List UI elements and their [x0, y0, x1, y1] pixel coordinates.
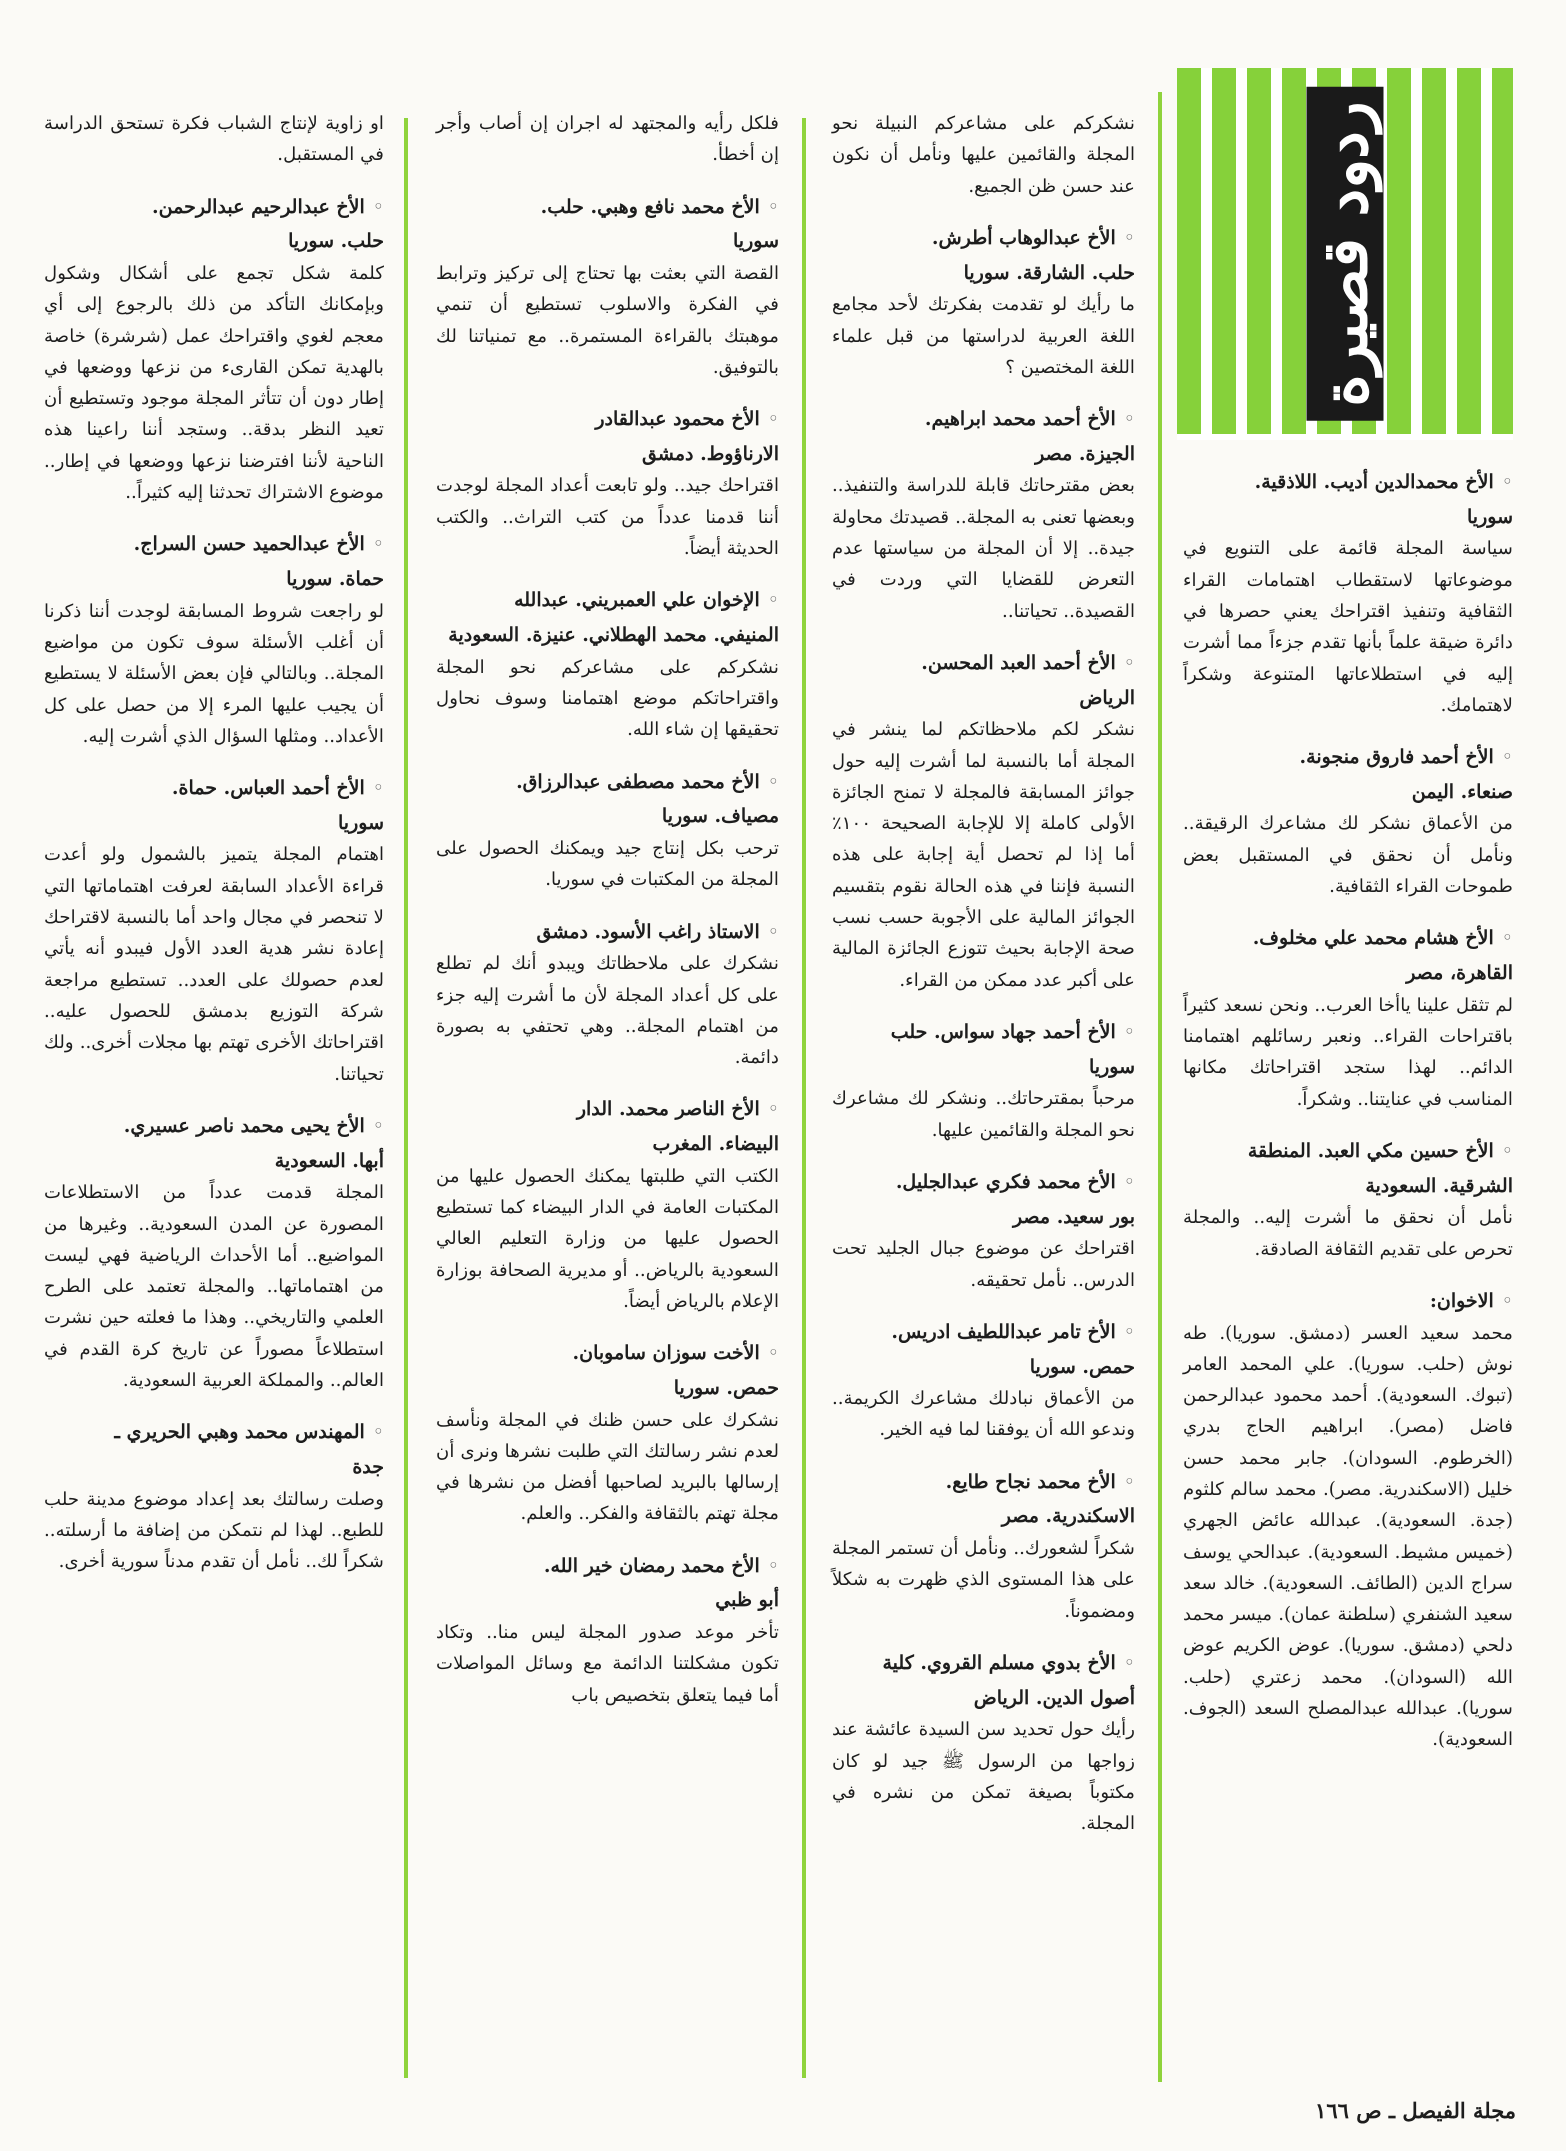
reply-entry	[832, 1466, 1135, 1627]
reply-entry	[832, 1316, 1135, 1446]
bullet-icon: ◦	[1501, 1289, 1513, 1312]
reader-name-text: الأخ محمد رمضان خير الله.	[543, 1554, 760, 1577]
reply-text: نشكرك على حسن ظنك في المجلة ونأسف لعدم نشر رسالتك التي طلبت نشرها ونرى أن إرسالها بالبريد لصاحبها أفضل من نشرها في مجلة تهتم بالثقافة والفكر.. والعلم.	[436, 1409, 779, 1525]
bullet-icon: ◦	[1123, 408, 1135, 431]
reply-entry	[832, 108, 1135, 202]
reader-location: حمص. سوريا	[1029, 1355, 1135, 1378]
reader-name-text: الأخ حسين مكي العبد. المنطقة	[1247, 1139, 1494, 1162]
reader-name-text: الأخ عبدالرحيم عبدالرحمن.	[152, 195, 365, 218]
reply-entry	[832, 647, 1135, 996]
reply-entry	[1183, 741, 1513, 902]
reader-location: حماة. سوريا	[286, 567, 384, 590]
reply-text: سياسة المجلة قائمة على التنويع في موضوعاتها لاستقطاب اهتمامات القراء الثقافية وتنفيذ اقتراحك يعني حصرها في دائرة ضيقة علماً بأنها تقدم جزءاً مما أشرت إليه في استطلاعاتها المتنوعة وشكراً لاهتمامك.	[1183, 538, 1513, 716]
reader-name	[832, 1016, 1135, 1049]
bullet-icon: ◦	[1123, 1470, 1135, 1493]
reply-text: بعض مقترحاتك قابلة للدراسة والتنفيذ.. وبعضها تعنى به المجلة.. قصيدتك محاولة جيدة.. إلا أن المجلة من سياستها عدم التعرض للقضايا التي وردت في القصيدة.. تحياتنا..	[832, 475, 1135, 622]
reply-text: لم تثقل علينا ياأخا العرب.. ونحن نسعد كثيراً باقتراحات القراء.. ونعبر رسائلهم اهتمامنا الدائم.. لهذا ستجد اقتراحاتك مكانها المناسب في عنايتنا.. وشكراً.	[1183, 994, 1513, 1110]
bullet-icon: ◦	[767, 589, 779, 612]
reader-location: مصياف. سوريا	[661, 805, 779, 828]
reader-location: الاسكندرية. مصر	[1001, 1505, 1135, 1528]
reply-entry	[436, 584, 779, 745]
reply-text: محمد سعيد العسر (دمشق. سوريا). طه نوش (حلب. سوريا). علي المحمد العامر (تبوك. السعودية). أحمد محمود عبدالرحمن فاضل (مصر). ابراهيم الحاج بدري (الخرطوم. السودان). جابر محمد حسن خليل (الاسكندرية. مصر). محمد سالم كلثوم (جدة. السعودية). عبدالله عائض الجهري (خميس مشيط. السعودية). عبدالحي يوسف سراج الدين (الطائف. السعودية). خالد سعد سعيد الشنفري (سلطنة عمان). ميسر محمد دلحي (دمشق. سوريا). عوض الكريم عوض الله (السودان). محمد زعتري (حلب. سوريا). عبدالله عبدالمصلح السعد (الجوف. السعودية).	[1183, 1322, 1513, 1751]
reader-name	[436, 1550, 779, 1583]
reader-name	[44, 191, 384, 224]
reader-location: صنعاء. اليمن	[1411, 780, 1513, 803]
reply-text: اهتمام المجلة يتميز بالشمول ولو أعدت قراءة الأعداد السابقة لعرفت اهتماماتها التي لا تنحصر في مجال واحد أما بالنسبة لاقتراحك إعادة نشر هدية العدد الأول فيبدو أنه يأتي لعدم حصولك على العدد.. تستطيع مراجعة شركة التوزيع بدمشق للحصول عليه.. اقتراحاتك الأخرى تهتم بها مجلات أخرى.. ولك تحياتنا.	[44, 844, 384, 1085]
reader-name-text: الأخت سوزان ساموبان.	[572, 1342, 760, 1365]
reader-location: أبها. السعودية	[274, 1149, 384, 1172]
reader-name-text: الأخ أحمد العبد المحسن.	[921, 651, 1116, 674]
reader-name-text: الأخ أحمد محمد ابراهيم.	[924, 408, 1116, 431]
reply-text: نأمل أن نحقق ما أشرت إليه.. والمجلة تحرص على تقديم الثقافة الصادقة.	[1183, 1207, 1513, 1260]
reply-entry	[44, 108, 384, 171]
column-divider	[404, 118, 408, 2078]
reader-name	[832, 1466, 1135, 1499]
reply-text: نشكر لكم ملاحظاتكم لما ينشر في المجلة أما بالنسبة لما أشرت إليه حول جوائز المسابقة فالمجلة لا تمنح الجائزة الأولى كاملة إلا للإجابة الصحيحة ١٠٠٪ أما إذا لم تحصل أية إجابة على هذه النسبة فإننا في هذه الحالة نقوم بتقسيم الجوائز المالية على الأجوبة حسب نسب صحة الإجابة بحيث تتوزع الجائزة المالية على أكبر عدد ممكن من القراء.	[832, 719, 1135, 991]
reader-name	[832, 1166, 1135, 1199]
reader-name	[832, 222, 1135, 255]
reply-text: من الأعماق نشكر لك مشاعرك الرقيقة.. ونأمل أن نحقق في المستقبل بعض طموحات القراء الثقافية.	[1183, 813, 1513, 898]
reader-name	[436, 403, 779, 436]
reader-name-text: الأخ تامر عبداللطيف ادريس.	[891, 1320, 1116, 1343]
reader-location: القاهرة، مصر	[1406, 962, 1513, 985]
bullet-icon: ◦	[767, 1554, 779, 1577]
bullet-icon: ◦	[372, 1421, 384, 1444]
reader-name-text: الأخ أحمد العباس. حماة.	[171, 777, 365, 800]
reply-entry	[44, 191, 384, 509]
reader-name-text: الأخ عبدالوهاب أطرش.	[931, 226, 1116, 249]
reader-location: الارناؤوط. دمشق	[642, 442, 779, 465]
reader-name	[1183, 741, 1513, 774]
bullet-icon: ◦	[1123, 1320, 1135, 1343]
reply-entry	[1183, 466, 1513, 721]
reply-entry	[832, 1166, 1135, 1296]
reader-name	[44, 1110, 384, 1143]
reader-location: حمص. سوريا	[673, 1376, 779, 1399]
reply-text: اقتراحك جيد.. ولو تابعت أعداد المجلة لوجدت أننا قدمنا عدداً من كتب التراث.. والكتب الحديثة أيضاً.	[436, 475, 779, 560]
reply-text: مرحباً بمقترحاتك.. ونشكر لك مشاعرك نحو المجلة والقائمين عليها.	[832, 1088, 1135, 1141]
reader-location: سوريا	[338, 811, 384, 834]
bullet-icon: ◦	[767, 770, 779, 793]
reader-name-text: الأخ يحيى محمد ناصر عسيري.	[123, 1114, 365, 1137]
reply-text: نشكركم على مشاعركم نحو المجلة واقتراحاتكم موضع اهتمامنا وسوف نحاول تحقيقها إن شاء الله.	[436, 656, 779, 741]
reader-name	[832, 1647, 1135, 1680]
bullet-icon: ◦	[1123, 1170, 1135, 1193]
column-3	[436, 108, 779, 1731]
reply-entry	[832, 1647, 1135, 1840]
reader-name	[436, 766, 779, 799]
reply-text: وصلت رسالتك بعد إعداد موضوع مدينة حلب للطبع.. لهذا لم نتمكن من إضافة ما أرسلته.. شكراً لك.. نأمل أن تقدم مدناً سورية أخرى.	[44, 1488, 384, 1573]
reply-entry	[436, 108, 779, 171]
reply-text: نشكركم على مشاعركم النبيلة نحو المجلة والقائمين عليها ونأمل أن نكون عند حسن ظن الجميع.	[832, 113, 1135, 197]
reply-text: فلكل رأيه والمجتهد له اجران إن أصاب وأجر إن أخطأ.	[436, 113, 779, 166]
reader-location: الجيزة. مصر	[1035, 442, 1135, 465]
bullet-icon: ◦	[1501, 746, 1513, 769]
reader-name	[1183, 466, 1513, 499]
section-header-banner	[1177, 68, 1513, 440]
bullet-icon: ◦	[1501, 471, 1513, 493]
bullet-icon: ◦	[767, 408, 779, 431]
reader-name-text: الإخوان علي العمبريني. عبدالله	[514, 589, 760, 612]
bullet-icon: ◦	[372, 533, 384, 556]
reader-location: جدة	[352, 1455, 384, 1478]
bullet-icon: ◦	[1123, 226, 1135, 249]
bullet-icon: ◦	[372, 195, 384, 218]
reply-entry	[44, 1110, 384, 1396]
reader-name	[436, 916, 779, 949]
reply-entry	[436, 1337, 779, 1530]
bullet-icon: ◦	[1123, 651, 1135, 674]
reader-name-text: الأخ محمد فكري عبدالجليل.	[895, 1170, 1116, 1193]
reply-text: لو راجعت شروط المسابقة لوجدت أننا ذكرنا أن أغلب الأسئلة سوف تكون من مواضيع المجلة.. وبالتالي فإن بعض الأسئلة لا يستطيع أن يجيب عليها المرء إلا من حصل على كل الأعداد.. ومثلها السؤال الذي أشرت إليه.	[44, 600, 384, 747]
reply-entry	[832, 1016, 1135, 1146]
reply-entry	[44, 1416, 384, 1577]
reader-name-text: الاستاذ راغب الأسود. دمشق	[536, 920, 760, 943]
reader-name-text: الأخ الناصر محمد. الدار	[576, 1098, 760, 1121]
reader-name-text: الأخ محمد نجاح طايع.	[945, 1470, 1116, 1493]
section-title: ردود قصيرة	[1307, 87, 1384, 421]
reader-name-text: الأخ أحمد جهاد سواس. حلب	[890, 1020, 1116, 1043]
reader-name	[832, 403, 1135, 436]
bullet-icon: ◦	[372, 777, 384, 800]
reply-entry	[44, 528, 384, 752]
reader-location: حلب. الشارقة. سوريا	[963, 261, 1135, 284]
reader-location: حلب. سوريا	[288, 230, 384, 253]
column-1	[1183, 466, 1513, 1776]
reply-text: المجلة قدمت عدداً من الاستطلاعات المصورة عن المدن السعودية.. وغيرها من المواضيع.. أما الأحداث الرياضية فهي ليست من اهتماماتها.. والمجلة تعتمد على الطرح العلمي والتاريخي.. وهذا ما فعلته حين نشرت استطلاعاً مصوراً عن تاريخ كرة القدم في العالم.. والمملكة العربية السعودية.	[44, 1182, 384, 1391]
reader-name	[436, 191, 779, 224]
reader-name-text: الأخ محمد مصطفى عبدالرزاق.	[516, 770, 760, 793]
reader-location: الشرقية. السعودية	[1365, 1174, 1513, 1197]
column-4	[44, 108, 384, 1598]
reader-location: سوريا	[1089, 1055, 1135, 1078]
reader-location: البيضاء. المغرب	[652, 1133, 779, 1156]
column-divider	[1158, 92, 1162, 2082]
reply-entry	[44, 772, 384, 1090]
reader-name	[44, 528, 384, 561]
bullet-icon: ◦	[767, 920, 779, 943]
page-footer: مجلة الفيصل ـ ص ١٦٦	[1315, 2098, 1516, 2123]
banner-base	[1177, 434, 1513, 440]
reply-entry	[436, 403, 779, 564]
reader-name	[436, 584, 779, 617]
reply-entry	[436, 916, 779, 1074]
reader-location: أبو ظبي	[715, 1589, 779, 1612]
reply-text: نشكرك على ملاحظاتك ويبدو أنك لم تطلع على كل أعداد المجلة لأن ما أشرت إليه جزء من اهتمام المجلة.. وهي تحتفي به بصورة دائمة.	[436, 953, 779, 1069]
reply-entry	[1183, 922, 1513, 1115]
bullet-icon: ◦	[1501, 1139, 1513, 1162]
reply-entry	[436, 191, 779, 384]
bullet-icon: ◦	[767, 1098, 779, 1121]
reply-entry	[1183, 1285, 1513, 1756]
reply-text: من الأعماق نبادلك مشاعرك الكريمة.. وندعو الله أن يوفقنا لما فيه الخير.	[832, 1388, 1135, 1441]
reader-name-text: الأخ بدوي مسلم القروي. كلية	[882, 1652, 1116, 1675]
reader-name-text: الأخ أحمد فاروق منجونة.	[1299, 746, 1494, 769]
reply-entry	[436, 766, 779, 896]
reader-name-text: الأخ محمود عبدالقادر	[595, 408, 760, 431]
reader-location: سوريا	[733, 230, 779, 253]
reply-text: رأيك حول تحديد سن السيدة عائشة عند زواجها من الرسول ﷺ جيد لو كان مكتوباً بصيغة تمكن من نشره في المجلة.	[832, 1719, 1135, 1835]
reader-name	[44, 772, 384, 805]
reader-location: سوريا	[1467, 505, 1513, 528]
reply-text: اقتراحك عن موضوع جبال الجليد تحت الدرس.. نأمل تحقيقه.	[832, 1238, 1135, 1291]
reply-text: كلمة شكل تجمع على أشكال وشكول وبإمكانك التأكد من ذلك بالرجوع إلى أي معجم لغوي واقتراحك عمل (شرشرة) خاصة بالهدية تمكن القارىء من نزعها ووضعها في إطار دون أن تتأثر المجلة موجود وتستطيع أن تعيد النظر بدقة.. وستجد أننا راعينا هذه الناحية لأننا افترضنا نزعها ووضعها في إطار.. موضوع الاشتراك تحدثنا إليه كثيراً..	[44, 262, 384, 504]
reply-entry	[436, 1093, 779, 1317]
reader-name	[436, 1337, 779, 1370]
reply-entry	[1183, 1135, 1513, 1265]
bullet-icon: ◦	[767, 195, 779, 218]
reader-location: المنيفي. محمد الهطلاني. عنيزة. السعودية	[448, 624, 779, 647]
reply-text: ترحب بكل إنتاج جيد ويمكنك الحصول على المجلة من المكتبات في سوريا.	[436, 837, 779, 891]
reply-entry	[832, 222, 1135, 383]
reader-name	[1183, 1135, 1513, 1168]
bullet-icon: ◦	[767, 1342, 779, 1365]
reader-location: الرياض	[1079, 686, 1135, 709]
reader-name-text: الاخوان:	[1429, 1289, 1494, 1312]
bullet-icon: ◦	[1123, 1652, 1135, 1675]
reader-name	[44, 1416, 384, 1449]
reader-name-text: الأخ هشام محمد علي مخلوف.	[1252, 927, 1494, 950]
reader-name-text: الأخ محمد نافع وهبي. حلب.	[540, 195, 760, 218]
reader-name-text: المهندس محمد وهبي الحريري ـ	[114, 1421, 365, 1444]
reader-name	[832, 647, 1135, 680]
column-2	[832, 108, 1135, 1860]
reader-location: أصول الدين. الرياض	[973, 1686, 1135, 1709]
reply-text: شكراً لشعورك.. ونأمل أن تستمر المجلة على هذا المستوى الذي ظهرت به شكلاً ومضموناً.	[832, 1538, 1135, 1622]
reader-name	[436, 1093, 779, 1126]
bullet-icon: ◦	[1123, 1020, 1135, 1043]
reply-text: الكتب التي طلبتها يمكنك الحصول عليها من المكتبات العامة في الدار البيضاء كما تستطيع الحصول عليها من وزارة التعليم العالي السعودية بالرياض.. أو مديرية الصحافة بوزارة الإعلام بالرياض أيضاً.	[436, 1165, 779, 1312]
reader-name	[1183, 922, 1513, 955]
column-divider	[802, 118, 806, 2078]
reader-name	[832, 1316, 1135, 1349]
reply-text: او زاوية لإنتاج الشباب فكرة تستحق الدراسة في المستقبل.	[44, 113, 384, 166]
bullet-icon: ◦	[1501, 927, 1513, 950]
reply-text: القصة التي بعثت بها تحتاج إلى تركيز وترابط في الفكرة والاسلوب تستطيع أن تنمي موهبتك بالقراءة المستمرة.. مع تمنياتنا لك بالتوفيق.	[436, 262, 779, 378]
reader-name-text: الأخ محمدالدين أديب. اللاذقية.	[1254, 471, 1494, 493]
reply-entry	[436, 1550, 779, 1711]
reader-location: بور سعيد. مصر	[1012, 1205, 1135, 1228]
bullet-icon: ◦	[372, 1114, 384, 1137]
reader-name-text: الأخ عبدالحميد حسن السراج.	[133, 533, 365, 556]
reply-text: ما رأيك لو تقدمت بفكرتك لأحد مجامع اللغة العربية لدراستها من قبل علماء اللغة المختصين ؟	[832, 294, 1135, 378]
reader-name	[1183, 1285, 1513, 1318]
reply-text: تأخر موعد صدور المجلة ليس منا.. وتكاد تكون مشكلتنا الدائمة مع وسائل المواصلات أما فيما يتعلق بتخصيص باب	[436, 1622, 779, 1706]
reply-entry	[832, 403, 1135, 627]
